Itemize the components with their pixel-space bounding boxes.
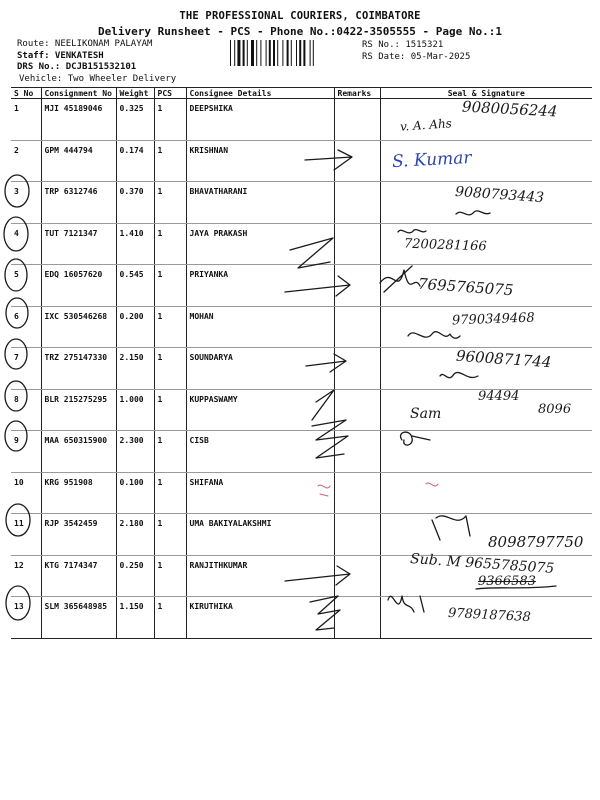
consignment-cell: KRG 951908	[41, 472, 116, 514]
handwritten-signature: S. Kumar	[391, 147, 472, 173]
serial-cell: 10	[11, 472, 41, 514]
consignee-cell: KRISHNAN	[186, 140, 334, 182]
weight-cell: 2.150	[116, 348, 154, 390]
remarks-cell	[334, 265, 380, 307]
consignee-cell: KIRUTHIKA	[186, 597, 334, 639]
remarks-cell	[334, 306, 380, 348]
table-row	[11, 140, 592, 182]
barcode-bar	[282, 40, 283, 66]
rs-date: RS Date: 05-Mar-2025	[362, 52, 471, 62]
pcs-cell: 1	[154, 514, 186, 556]
weight-cell: 0.545	[116, 265, 154, 307]
pcs-cell: 1	[154, 265, 186, 307]
consignee-cell: BHAVATHARANI	[186, 182, 334, 224]
handwritten-phone: 94494	[478, 389, 520, 404]
serial-cell: 8	[11, 389, 41, 431]
handwritten-signature: Sam	[410, 406, 442, 422]
consignment-cell: MAA 650315900	[41, 431, 116, 473]
pcs-cell: 1	[154, 555, 186, 597]
runsheet-title: Delivery Runsheet - PCS - Phone No.:0422-3505555 - Page No.:1	[98, 25, 502, 38]
remarks-cell	[334, 555, 380, 597]
consignment-cell: RJP 3542459	[41, 514, 116, 556]
barcode-bar	[310, 40, 311, 66]
consignment-cell: GPM 444794	[41, 140, 116, 182]
serial-cell: 6	[11, 306, 41, 348]
handwritten-phone: 7200281166	[403, 236, 487, 255]
handwritten-phone: 9080793443	[454, 183, 545, 207]
barcode-bar	[251, 40, 254, 66]
serial-cell: 3	[11, 182, 41, 224]
serial-cell: 11	[11, 514, 41, 556]
barcode-bar	[291, 40, 292, 66]
handwritten-struck-number: 9366583	[478, 574, 536, 589]
barcode-bar	[243, 40, 245, 66]
table-header-row	[11, 88, 592, 99]
consignment-cell: KTG 7174347	[41, 555, 116, 597]
remarks-cell	[334, 348, 380, 390]
barcode-bar	[247, 40, 248, 66]
consignment-cell: MJI 45189046	[41, 99, 116, 141]
consignee-cell: RANJITHKUMAR	[186, 555, 334, 597]
weight-cell: 1.000	[116, 389, 154, 431]
barcode-bar	[269, 40, 271, 66]
barcode-bar	[256, 40, 257, 66]
table-row	[11, 472, 592, 514]
weight-cell: 0.100	[116, 472, 154, 514]
barcode-bar	[277, 40, 278, 66]
pcs-cell: 1	[154, 431, 186, 473]
consignment-cell: TUT 7121347	[41, 223, 116, 265]
consignee-cell: SOUNDARYA	[186, 348, 334, 390]
remarks-cell	[334, 472, 380, 514]
barcode-bar	[287, 40, 289, 66]
consignee-cell: CISB	[186, 431, 334, 473]
rs-number: RS No.: 1515321	[362, 40, 444, 50]
consignment-cell: SLM 365648985	[41, 597, 116, 639]
remarks-cell	[334, 389, 380, 431]
barcode-bar	[230, 40, 231, 66]
consignment-cell: EDQ 16057620	[41, 265, 116, 307]
column-header: PCS	[154, 88, 186, 99]
pcs-cell: 1	[154, 597, 186, 639]
barcode-image	[230, 40, 352, 66]
pcs-cell: 1	[154, 223, 186, 265]
column-header: Seal & Signature	[380, 88, 592, 99]
staff-label: Staff: VENKATESH	[17, 51, 104, 61]
pcs-cell: 1	[154, 389, 186, 431]
serial-cell: 4	[11, 223, 41, 265]
weight-cell: 2.180	[116, 514, 154, 556]
serial-cell: 1	[11, 99, 41, 141]
handwritten-phone: 9080056244	[461, 97, 558, 121]
serial-cell: 5	[11, 265, 41, 307]
barcode-bar	[266, 40, 267, 66]
serial-cell: 9	[11, 431, 41, 473]
weight-cell: 1.410	[116, 223, 154, 265]
handwritten-note: 8096	[538, 402, 572, 417]
consignee-cell: DEEPSHIKA	[186, 99, 334, 141]
consignee-cell: JAYA PRAKASH	[186, 223, 334, 265]
pcs-cell: 1	[154, 140, 186, 182]
consignee-cell: UMA BAKIYALAKSHMI	[186, 514, 334, 556]
barcode-bar	[237, 40, 240, 66]
barcode-bar	[299, 40, 301, 66]
barcode-bar	[303, 40, 305, 66]
company-name: THE PROFESSIONAL COURIERS, COIMBATORE	[179, 10, 421, 22]
consignment-cell: BLR 215275295	[41, 389, 116, 431]
handwritten-note: Sub. M 9655785075	[409, 550, 555, 578]
weight-cell: 0.174	[116, 140, 154, 182]
drs-number: DRS No.: DCJB151532101	[17, 62, 137, 72]
remarks-cell	[334, 140, 380, 182]
pcs-cell: 1	[154, 99, 186, 141]
pcs-cell: 1	[154, 348, 186, 390]
remarks-cell	[334, 431, 380, 473]
consignment-cell: TRZ 275147330	[41, 348, 116, 390]
handwritten-phone: 9789187638	[447, 605, 532, 626]
column-header: Weight	[116, 88, 154, 99]
pcs-cell: 1	[154, 182, 186, 224]
barcode-bar	[234, 40, 235, 66]
remarks-cell	[334, 597, 380, 639]
consignee-cell: KUPPASWAMY	[186, 389, 334, 431]
pcs-cell: 1	[154, 472, 186, 514]
remarks-cell	[334, 99, 380, 141]
consignment-cell: IXC 530546268	[41, 306, 116, 348]
handwritten-phone: 9790349468	[451, 310, 535, 329]
consignee-cell: PRIYANKA	[186, 265, 334, 307]
weight-cell: 0.370	[116, 182, 154, 224]
weight-cell: 0.325	[116, 99, 154, 141]
signature-cell	[380, 472, 592, 514]
serial-cell: 2	[11, 140, 41, 182]
consignment-cell: TRP 6312746	[41, 182, 116, 224]
serial-cell: 12	[11, 555, 41, 597]
barcode-bar	[273, 40, 275, 66]
serial-cell: 7	[11, 348, 41, 390]
route-label: Route: NEELIKONAM PALAYAM	[17, 39, 153, 49]
consignee-cell: MOHAN	[186, 306, 334, 348]
barcode-bar	[296, 40, 297, 66]
weight-cell: 2.300	[116, 431, 154, 473]
weight-cell: 1.150	[116, 597, 154, 639]
vehicle-label: Vehicle: Two Wheeler Delivery	[19, 74, 177, 84]
table-row	[11, 223, 592, 265]
handwritten-phone: 9600871744	[455, 346, 552, 372]
handwritten-phone: 8098797750	[488, 533, 584, 551]
serial-cell: 13	[11, 597, 41, 639]
consignee-cell: SHIFANA	[186, 472, 334, 514]
column-header: Consignee Details	[186, 88, 334, 99]
pcs-cell: 1	[154, 306, 186, 348]
handwritten-phone: 7695765075	[417, 274, 514, 300]
handwritten-signature: v. A. Ahs	[399, 116, 453, 134]
column-header: Remarks	[334, 88, 380, 99]
signature-cell	[380, 431, 592, 473]
weight-cell: 0.200	[116, 306, 154, 348]
remarks-cell	[334, 182, 380, 224]
remarks-cell	[334, 223, 380, 265]
table-row	[11, 431, 592, 473]
column-header: Consignment No	[41, 88, 116, 99]
barcode-bar	[313, 40, 314, 66]
remarks-cell	[334, 514, 380, 556]
weight-cell: 0.250	[116, 555, 154, 597]
barcode-bar	[260, 40, 261, 66]
column-header: S No	[11, 88, 41, 99]
